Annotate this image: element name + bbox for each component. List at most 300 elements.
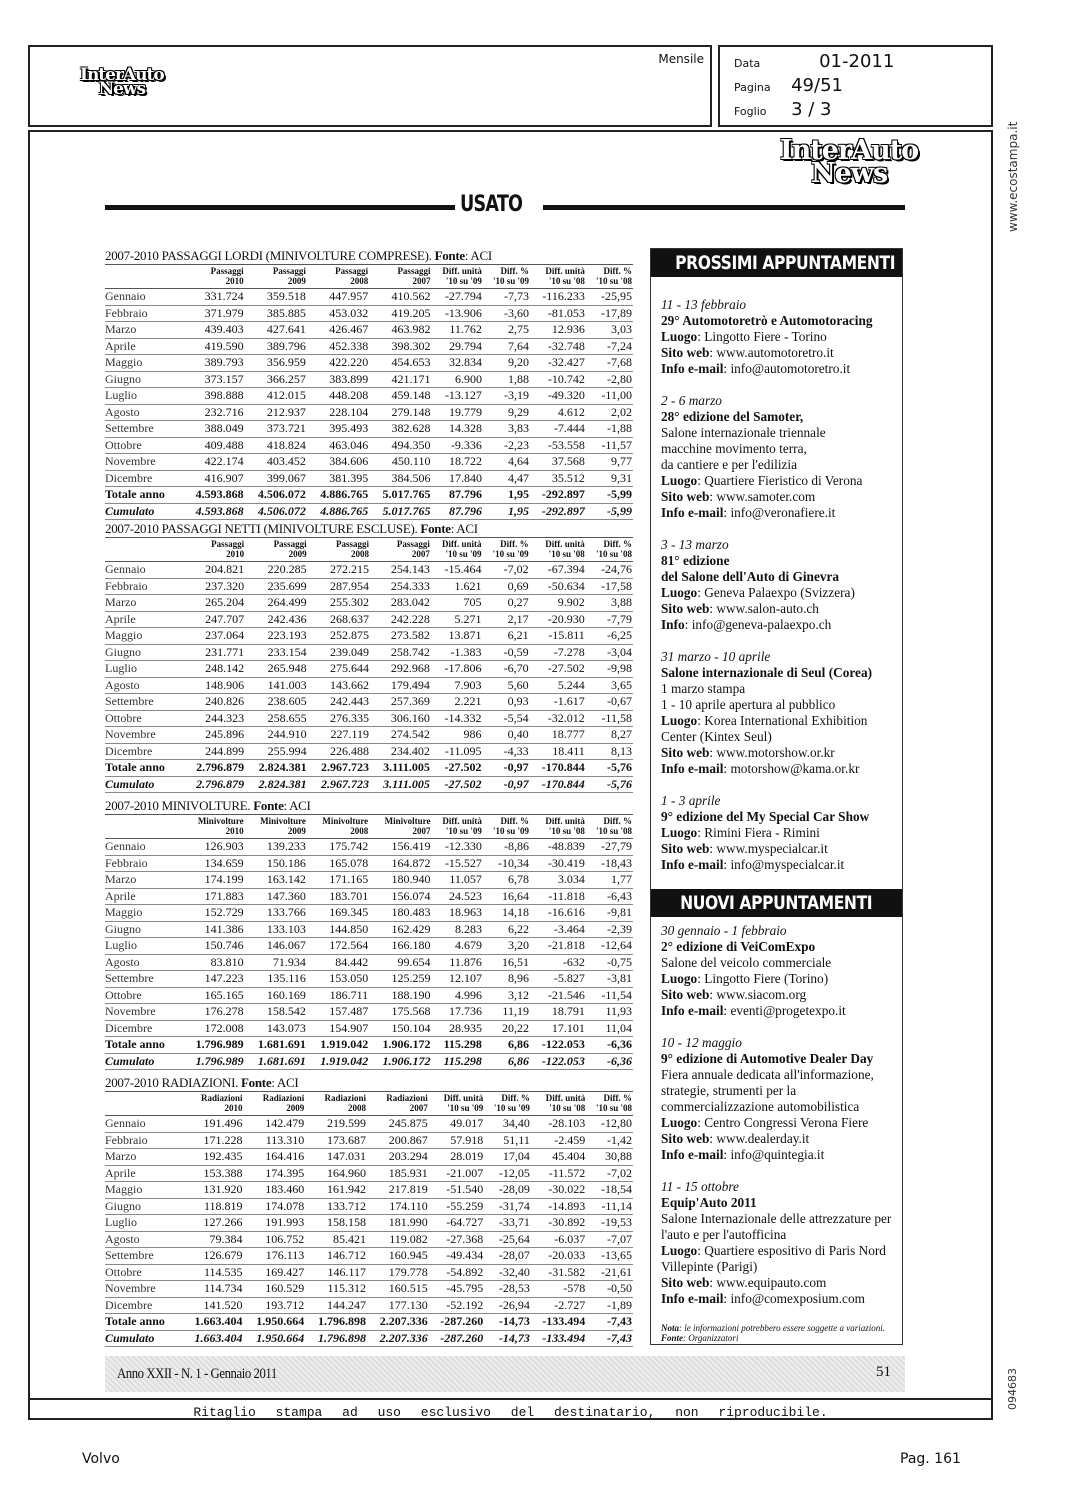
table-cell: Ottobre: [105, 1264, 182, 1281]
table-cell: 220.285: [245, 562, 307, 579]
table-cell: -28,53: [484, 1281, 531, 1298]
table-cell: -7,73: [483, 289, 530, 306]
table-cell: 0,93: [482, 694, 529, 711]
table-cell: -33,71: [484, 1215, 531, 1232]
table-row: [105, 1116, 633, 1133]
table-cell: 223.193: [245, 628, 307, 645]
table-cell: 219.599: [305, 1116, 367, 1133]
table-cell: 180.483: [369, 905, 431, 922]
table-cell: -25,64: [484, 1231, 531, 1248]
cumulative-row: [105, 1330, 633, 1347]
table-cell: 705: [431, 595, 483, 612]
table-cell: 191.496: [182, 1116, 244, 1133]
table-cell: 4,47: [483, 470, 530, 487]
table-cell: -9,98: [586, 661, 633, 678]
event-email[interactable]: Info e-mail: info@automotoretro.it: [661, 361, 851, 376]
table-cell: 133.103: [245, 921, 307, 938]
table-cell: 134.659: [182, 855, 244, 872]
table-cell: 172.008: [182, 1020, 244, 1037]
column-header: Diff. unità '10 su '09: [431, 815, 482, 839]
table-cell: Novembre: [105, 1281, 182, 1298]
table-cell: -5,76: [586, 760, 633, 777]
table-cell: 156.419: [369, 839, 431, 856]
column-header: Radiazioni 2010: [182, 1092, 244, 1116]
table-cell: 463.046: [307, 437, 369, 454]
event-description: macchine movimento terra,: [661, 441, 807, 456]
table-cell: 9,20: [483, 355, 530, 372]
table-cell: -11.572: [531, 1165, 586, 1182]
table-cell: -14.332: [431, 710, 483, 727]
table-cell: 422.174: [182, 454, 244, 471]
table-cell: -32.012: [530, 710, 586, 727]
table-cell: -20.033: [531, 1248, 586, 1265]
table-cell: 273.582: [370, 628, 431, 645]
table-cell: -1.383: [431, 644, 483, 661]
table-cell: Aprile: [105, 338, 182, 355]
table-cell: Totale anno: [105, 1037, 182, 1054]
table-cell: -170.844: [530, 776, 586, 793]
table-cell: -13.906: [431, 305, 482, 322]
table-cell: 186.711: [307, 987, 369, 1004]
table-cell: 331.724: [182, 289, 244, 306]
table-cell: 84.442: [307, 954, 369, 971]
table-cell: 114.535: [182, 1264, 244, 1281]
table-header-row: [105, 1092, 633, 1116]
table-cell: 1,88: [483, 371, 530, 388]
column-header: Radiazioni 2007: [367, 1092, 429, 1116]
table-cell: -32,40: [484, 1264, 531, 1281]
table-row: [105, 421, 633, 438]
table-cell: -5,76: [586, 776, 633, 793]
column-header: Diff. % '10 su '08: [586, 815, 633, 839]
table-cell: 2.824.381: [245, 776, 307, 793]
event-title: Salone internazionale di Seul (Corea): [661, 665, 873, 680]
table-row: [105, 1248, 633, 1265]
table-row: [105, 644, 633, 661]
table-cell: 381.395: [307, 470, 369, 487]
table-title: 2007-2010 RADIAZIONI. Fonte: ACI: [105, 1075, 299, 1090]
column-header: Diff. % '10 su '09: [483, 815, 530, 839]
event-date: 10 - 12 maggio: [661, 1035, 742, 1050]
table-cell: -632: [530, 954, 586, 971]
table-cell: 986: [431, 727, 483, 744]
event-description: Salone internazionale triennale: [661, 425, 826, 440]
upcoming-events-banner: PROSSIMI APPUNTAMENTI: [651, 249, 902, 277]
event-venue: Luogo: Centro Congressi Verona Fiere: [661, 1115, 869, 1130]
heading-rule-left: [105, 205, 455, 210]
table-cell: -116.233: [530, 289, 586, 306]
event-website[interactable]: Sito web: www.siacom.org: [661, 987, 807, 1002]
table-cell: Maggio: [105, 628, 183, 645]
table-cell: 1.950.664: [244, 1330, 306, 1347]
table-cell: 203.294: [367, 1149, 429, 1166]
table-row: [105, 338, 633, 355]
table-cell: 185.931: [367, 1165, 429, 1182]
table-cell: 238.605: [245, 694, 307, 711]
table-cell: -48.839: [530, 839, 586, 856]
table-cell: 244.323: [183, 710, 245, 727]
data-table: [105, 537, 633, 793]
table-cell: 409.488: [182, 437, 244, 454]
event-email[interactable]: Info: info@geneva-palaexpo.ch: [661, 617, 832, 632]
event-website[interactable]: Sito web: www.samoter.com: [661, 489, 816, 504]
table-cell: -18,54: [586, 1182, 633, 1199]
table-cell: 258.655: [245, 710, 307, 727]
table-cell: 245.875: [367, 1116, 429, 1133]
table-cell: 265.204: [183, 595, 245, 612]
table-cell: 114.734: [182, 1281, 244, 1298]
table-cell: 169.345: [307, 905, 369, 922]
table-cell: 2.824.381: [245, 760, 307, 777]
table-cell: 1.663.404: [182, 1330, 244, 1347]
table-cell: -14,73: [484, 1330, 531, 1347]
table-cell: Settembre: [105, 1248, 182, 1265]
event-email[interactable]: Info e-mail: eventi@progetexpo.it: [661, 1003, 846, 1018]
table-cell: -1,88: [586, 421, 633, 438]
table-cell: Marzo: [105, 872, 182, 889]
table-cell: -32.748: [530, 338, 586, 355]
table-cell: 154.907: [307, 1020, 369, 1037]
table-cell: -21.007: [429, 1165, 484, 1182]
table-cell: 150.746: [182, 938, 244, 955]
table-cell: 37.568: [530, 454, 586, 471]
table-cell: 163.142: [245, 872, 307, 889]
table-cell: -2.459: [531, 1132, 586, 1149]
table-cell: -6,36: [586, 1053, 633, 1070]
table-cell: -578: [531, 1281, 586, 1298]
table-cell: 176.278: [182, 1004, 244, 1021]
table-cell: 183.460: [244, 1182, 306, 1199]
event-email[interactable]: Info e-mail: info@myspecialcar.it: [661, 857, 845, 872]
table-cell: Luglio: [105, 938, 182, 955]
data-table: [105, 1091, 633, 1347]
table-cell: Ottobre: [105, 987, 182, 1004]
table-row: [105, 1264, 633, 1281]
table-cell: 3.034: [530, 872, 586, 889]
table-cell: 174.395: [244, 1165, 306, 1182]
sidebar-note: Nota: le informazioni potrebbero essere soggette a variazioni. Fonte: Organizzatori: [661, 1323, 885, 1343]
table-cell: 389.796: [245, 338, 307, 355]
table-cell: -14.893: [531, 1198, 586, 1215]
table-row: [105, 437, 633, 454]
table-cell: 2.796.879: [183, 760, 245, 777]
table-row: [105, 305, 633, 322]
table-row: [105, 611, 633, 628]
table-cell: -3.464: [530, 921, 586, 938]
table-row: [105, 470, 633, 487]
table-cell: 142.479: [244, 1116, 306, 1133]
table-cell: 8,27: [586, 727, 633, 744]
event-website[interactable]: Sito web: www.equipauto.com: [661, 1275, 827, 1290]
table-cell: -6,36: [586, 1037, 633, 1054]
event-item: [661, 923, 894, 1019]
table-cell: 118.819: [182, 1198, 244, 1215]
table-cell: Marzo: [105, 595, 183, 612]
event-email[interactable]: Info e-mail: info@quintegia.it: [661, 1147, 825, 1162]
table-cell: 160.945: [367, 1248, 429, 1265]
table-cell: 268.637: [308, 611, 370, 628]
table-cell: -54.892: [429, 1264, 484, 1281]
event-venue: Luogo: Quartiere Fieristico di Verona: [661, 473, 863, 488]
table-cell: -9.336: [431, 437, 482, 454]
event-title: Equip'Auto 2011: [661, 1195, 757, 1210]
table-cell: 147.223: [182, 971, 244, 988]
table-cell: -28.103: [531, 1116, 586, 1133]
table-cell: -0,50: [586, 1281, 633, 1298]
table-cell: -12,80: [586, 1116, 633, 1133]
table-cell: 453.032: [307, 305, 369, 322]
table-cell: -0,97: [482, 776, 529, 793]
event-description: da cantiere e per l'edilizia: [661, 457, 798, 472]
table-cell: 45.404: [531, 1149, 586, 1166]
table-cell: 156.074: [369, 888, 431, 905]
event-item: [661, 1179, 894, 1307]
event-email[interactable]: Info e-mail: info@comexposium.com: [661, 1291, 865, 1306]
table-row: [105, 1297, 633, 1314]
table-cell: Settembre: [105, 421, 182, 438]
table-cell: 188.190: [369, 987, 431, 1004]
table-cell: 9.902: [530, 595, 586, 612]
table-cell: -31,74: [484, 1198, 531, 1215]
event-website[interactable]: Sito web: www.automotoretro.it: [661, 345, 834, 360]
table-cell: 447.957: [307, 289, 369, 306]
table-cell: 242.436: [245, 611, 307, 628]
column-header: Diff. unità '10 su '08: [530, 815, 586, 839]
table-row: [105, 743, 633, 760]
table-cell: Ottobre: [105, 437, 182, 454]
table-cell: -7,68: [586, 355, 633, 372]
table-cell: Luglio: [105, 388, 182, 405]
table-cell: 71.934: [245, 954, 307, 971]
table-cell: 179.494: [370, 677, 431, 694]
table-cell: 399.067: [245, 470, 307, 487]
table-cell: -12,64: [586, 938, 633, 955]
event-website[interactable]: Sito web: www.myspecialcar.it: [661, 841, 828, 856]
table-cell: 113.310: [244, 1132, 306, 1149]
table-cell: 459.148: [369, 388, 431, 405]
table-cell: 1.919.042: [307, 1053, 369, 1070]
table-cell: -26,94: [484, 1297, 531, 1314]
table-cell: 141.520: [182, 1297, 244, 1314]
table-cell: -53.558: [530, 437, 586, 454]
disclaimer: Ritaglio stampa ad uso esclusivo del destinatario, non riproducibile.: [193, 1405, 828, 1420]
table-cell: 0,69: [482, 578, 529, 595]
table-cell: Aprile: [105, 888, 182, 905]
table-cell: -27.502: [431, 776, 483, 793]
table-cell: 183.701: [307, 888, 369, 905]
table-cell: 17.840: [431, 470, 482, 487]
table-cell: 144.247: [305, 1297, 367, 1314]
meta-pagina-row: Pagina 49/51: [734, 75, 843, 96]
event-date: 3 - 13 marzo: [661, 537, 729, 552]
table-cell: 5.244: [530, 677, 586, 694]
side-watermark: www.ecostampa.it: [1006, 121, 1020, 232]
event-website[interactable]: Sito web: www.dealerday.it: [661, 1131, 810, 1146]
total-row: [105, 1037, 633, 1054]
table-cell: 385.885: [245, 305, 307, 322]
table-cell: 0,40: [482, 727, 529, 744]
table-cell: 174.078: [244, 1198, 306, 1215]
table-cell: -64.727: [429, 1215, 484, 1232]
event-description: Fiera annuale dedicata all'informazione, strategie, strumenti per la commercializzazione automobilistica: [661, 1067, 874, 1114]
table-cell: -122.053: [530, 1037, 586, 1054]
table-cell: 3.111.005: [370, 776, 431, 793]
table-cell: 19.779: [431, 404, 482, 421]
table-cell: -10.742: [530, 371, 586, 388]
event-venue: Luogo: Rimini Fiera - Rimini: [661, 825, 820, 840]
table-cell: 416.907: [182, 470, 244, 487]
table-cell: Febbraio: [105, 305, 182, 322]
table-cell: -16.616: [530, 905, 586, 922]
table-cell: 181.990: [367, 1215, 429, 1232]
table-cell: -0,59: [482, 644, 529, 661]
table-cell: 255.302: [308, 595, 370, 612]
table-cell: 398.888: [182, 388, 244, 405]
table-cell: -1,89: [586, 1297, 633, 1314]
column-header: Passaggi 2008: [308, 538, 370, 562]
column-header: Diff. % '10 su '09: [482, 538, 529, 562]
table-cell: 422.220: [307, 355, 369, 372]
table-cell: -28,09: [484, 1182, 531, 1199]
table-cell: Giugno: [105, 921, 182, 938]
table-cell: 16,64: [483, 888, 530, 905]
table-cell: -9,81: [586, 905, 633, 922]
table-cell: 388.049: [182, 421, 244, 438]
table-cell: -0,75: [586, 954, 633, 971]
table-cell: -3,19: [483, 388, 530, 405]
table-cell: 164.960: [305, 1165, 367, 1182]
magazine-footer-strip: [105, 1356, 905, 1392]
table-cell: 5,60: [482, 677, 529, 694]
table-row: [105, 1182, 633, 1199]
table-cell: 161.942: [305, 1182, 367, 1199]
table-row: [105, 1198, 633, 1215]
table-cell: 141.386: [182, 921, 244, 938]
table-cell: 4.593.868: [182, 487, 244, 504]
table-cell: -5,99: [586, 487, 633, 504]
table-cell: 18.963: [431, 905, 482, 922]
event-email[interactable]: Info e-mail: motorshow@kama.or.kr: [661, 761, 860, 776]
event-date: 30 gennaio - 1 febbraio: [661, 923, 787, 938]
event-email[interactable]: Info e-mail: info@veronafiere.it: [661, 505, 836, 520]
table-cell: 252.875: [308, 628, 370, 645]
table-cell: 115.312: [305, 1281, 367, 1298]
table-cell: 16,51: [483, 954, 530, 971]
table-passaggi-netti: [105, 521, 633, 793]
table-cell: -52.192: [429, 1297, 484, 1314]
table-cell: -28,07: [484, 1248, 531, 1265]
table-cell: 359.518: [245, 289, 307, 306]
event-item: [661, 393, 894, 521]
table-cell: Cumulato: [105, 776, 183, 793]
event-description: 1 marzo stampa: [661, 681, 746, 696]
table-cell: 248.142: [183, 661, 245, 678]
table-cell: 4,64: [483, 454, 530, 471]
table-cell: Luglio: [105, 661, 183, 678]
table-row: [105, 921, 633, 938]
table-passaggi-lordi: [105, 248, 633, 520]
table-cell: -13,65: [586, 1248, 633, 1265]
table-cell: 410.562: [369, 289, 431, 306]
table-row: [105, 938, 633, 955]
column-header: Diff. unità '10 su '08: [531, 1092, 586, 1116]
table-title: 2007-2010 PASSAGGI NETTI (MINIVOLTURE ESCLUSE). Fonte: ACI: [105, 521, 478, 536]
table-cell: 200.867: [367, 1132, 429, 1149]
table-cell: -12,05: [484, 1165, 531, 1182]
table-cell: Maggio: [105, 1182, 182, 1199]
frequency-label: Mensile: [658, 52, 704, 66]
table-cell: -4,33: [482, 743, 529, 760]
table-cell: 18.791: [530, 1004, 586, 1021]
table-cell: -6.037: [531, 1231, 586, 1248]
table-cell: -19,53: [586, 1215, 633, 1232]
table-cell: -15.464: [431, 562, 483, 579]
table-cell: 237.320: [183, 578, 245, 595]
table-cell: 450.110: [369, 454, 431, 471]
table-cell: 426.467: [307, 322, 369, 339]
column-header: Diff. % '10 su '08: [586, 265, 633, 289]
meta-foglio-row: Foglio 3 / 3: [734, 99, 832, 120]
table-cell: -11.818: [530, 888, 586, 905]
table-cell: 4.886.765: [307, 503, 369, 520]
table-cell: -17,58: [586, 578, 633, 595]
table-row: [105, 388, 633, 405]
section-heading: [105, 192, 905, 217]
table-cell: 4.996: [431, 987, 482, 1004]
table-cell: 157.487: [307, 1004, 369, 1021]
event-date: 11 - 15 ottobre: [661, 1179, 739, 1194]
table-cell: 57.918: [429, 1132, 484, 1149]
table-cell: 419.590: [182, 338, 244, 355]
table-row: [105, 322, 633, 339]
table-radiazioni: [105, 1075, 633, 1347]
event-venue: Luogo: Geneva Palaexpo (Svizzera): [661, 585, 855, 600]
table-cell: 79.384: [182, 1231, 244, 1248]
cumulative-row: [105, 776, 633, 793]
issue-label: Anno XXII - N. 1 - Gennaio 2011: [117, 1366, 277, 1382]
table-cell: -27,79: [586, 839, 633, 856]
event-title: 29° Automotoretrò e Automotoracing: [661, 313, 873, 328]
column-header: Passaggi 2007: [369, 265, 431, 289]
table-cell: -11,00: [586, 388, 633, 405]
total-row: [105, 760, 633, 777]
table-cell: 242.228: [370, 611, 431, 628]
table-cell: 264.499: [245, 595, 307, 612]
event-item: [661, 1035, 894, 1163]
event-website[interactable]: Sito web: www.motorshow.or.kr: [661, 745, 835, 760]
table-cell: 174.110: [367, 1198, 429, 1215]
table-cell: 135.116: [245, 971, 307, 988]
table-cell: 17,04: [484, 1149, 531, 1166]
table-cell: 2.967.723: [308, 776, 370, 793]
event-venue: Luogo: Lingotto Fiere - Torino: [661, 329, 827, 344]
event-website[interactable]: Sito web: www.salon-auto.ch: [661, 601, 819, 616]
table-cell: 1.950.664: [244, 1314, 306, 1331]
table-cell: 173.687: [305, 1132, 367, 1149]
table-cell: 152.729: [182, 905, 244, 922]
table-cell: 3,12: [483, 987, 530, 1004]
table-cell: 2.207.336: [367, 1330, 429, 1347]
table-cell: Dicembre: [105, 470, 182, 487]
table-cell: Agosto: [105, 404, 182, 421]
column-header: Minivolture 2010: [182, 815, 244, 839]
table-cell: -11,54: [586, 987, 633, 1004]
table-row: [105, 578, 633, 595]
column-header: Diff. unità '10 su '08: [530, 265, 586, 289]
event-item: [661, 649, 894, 777]
table-cell: 6,78: [483, 872, 530, 889]
table-cell: -21.546: [530, 987, 586, 1004]
